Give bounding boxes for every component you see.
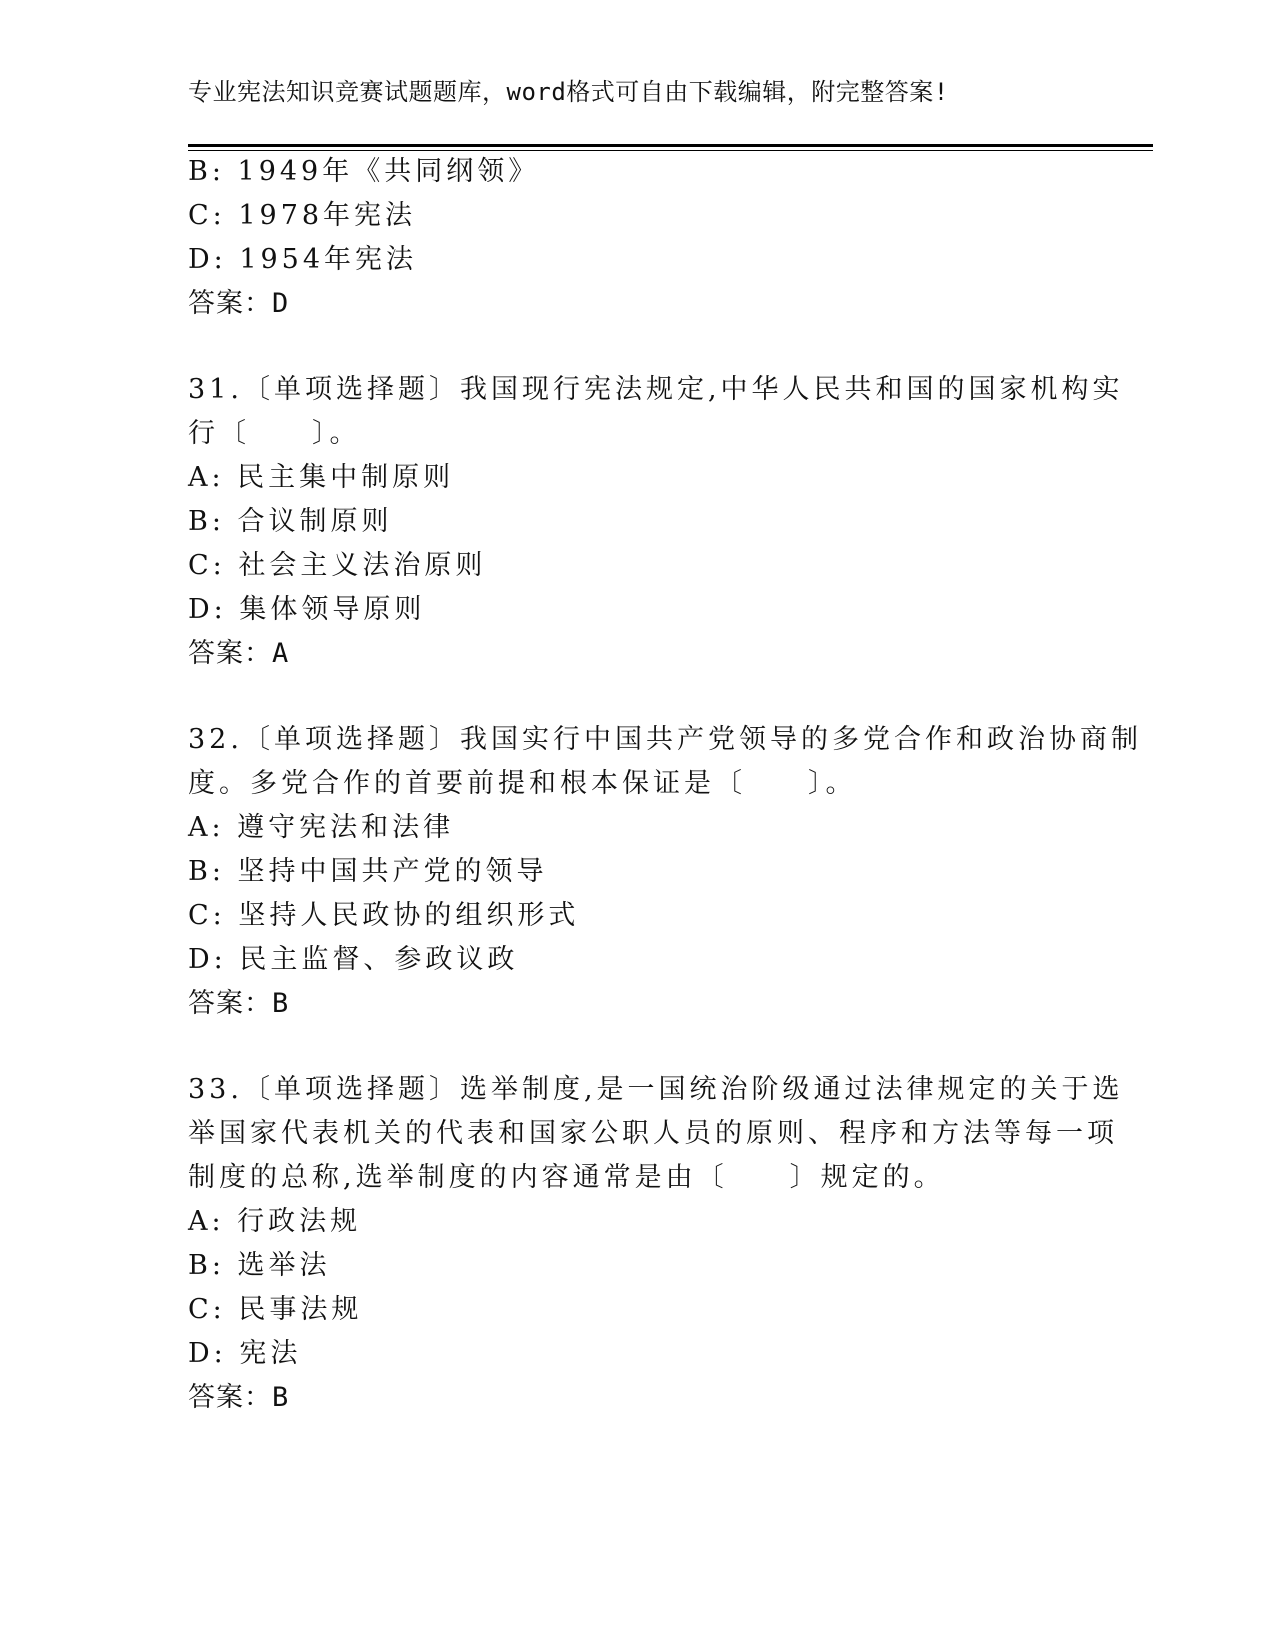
q33-answer: 答案：B	[188, 1382, 290, 1413]
q33-stem-line-2: 举国家代表机关的代表和国家公职人员的原则、程序和方法等每一项	[188, 1118, 1118, 1149]
q31-stem-line-2: 行〔 〕。	[188, 418, 361, 449]
prev-option-d: D: 1954年宪法	[188, 244, 418, 275]
q31-option-a: A: 民主集中制原则	[188, 462, 455, 493]
q32-option-b: B: 坚持中国共产党的领导	[188, 856, 548, 887]
q33-stem-line-1: 33.〔单项选择题〕选举制度,是一国统治阶级通过法律规定的关于选	[188, 1074, 1124, 1105]
q31-option-b: B: 合议制原则	[188, 506, 393, 537]
q32-stem-line-1: 32.〔单项选择题〕我国实行中国共产党领导的多党合作和政治协商制	[188, 724, 1142, 755]
q33-option-b: B: 选举法	[188, 1250, 331, 1281]
q33-option-d: D: 宪法	[188, 1338, 302, 1369]
header-rule-thick	[188, 144, 1153, 147]
page-header: 专业宪法知识竞赛试题题库，word格式可自由下载编辑，附完整答案!	[188, 78, 949, 106]
q32-option-a: A: 遵守宪法和法律	[188, 812, 455, 843]
q33-stem-line-3: 制度的总称,选举制度的内容通常是由〔 〕规定的。	[188, 1162, 945, 1193]
q32-option-c: C: 坚持人民政协的组织形式	[188, 900, 580, 931]
q31-stem-line-1: 31.〔单项选择题〕我国现行宪法规定,中华人民共和国的国家机构实	[188, 374, 1124, 405]
q32-answer: 答案：B	[188, 988, 290, 1019]
prev-option-c: C: 1978年宪法	[188, 200, 417, 231]
q31-answer: 答案：A	[188, 638, 290, 669]
prev-answer: 答案：D	[188, 288, 290, 319]
prev-option-b: B: 1949年《共同纲领》	[188, 156, 540, 187]
q33-option-a: A: 行政法规	[188, 1206, 362, 1237]
q32-option-d: D: 民主监督、参政议政	[188, 944, 519, 975]
header-rule-thin	[188, 150, 1153, 151]
q31-option-c: C: 社会主义法治原则	[188, 550, 487, 581]
q32-stem-line-2: 度。多党合作的首要前提和根本保证是〔 〕。	[188, 768, 857, 799]
q31-option-d: D: 集体领导原则	[188, 594, 426, 625]
q33-option-c: C: 民事法规	[188, 1294, 363, 1325]
